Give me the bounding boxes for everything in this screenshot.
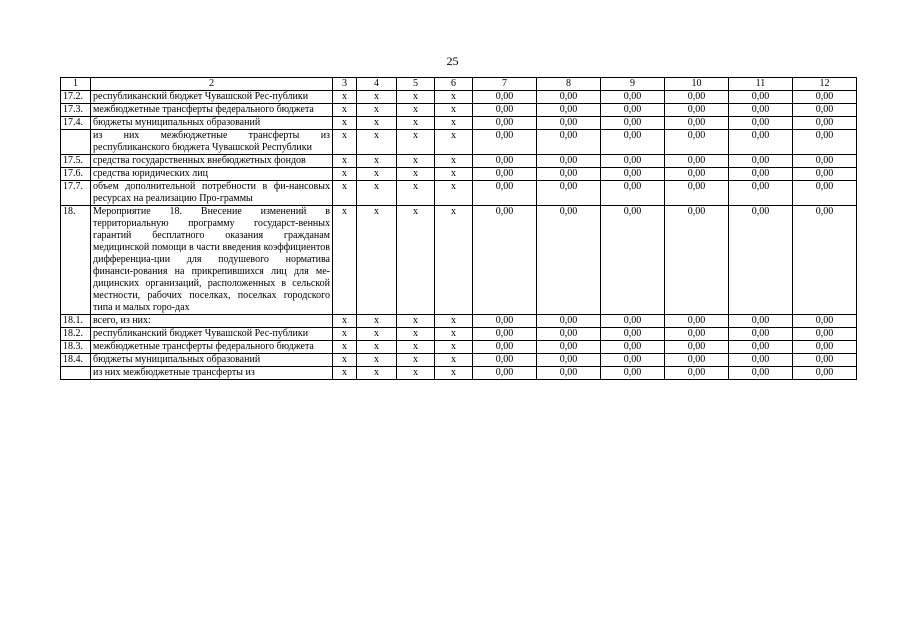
x-cell: x bbox=[397, 206, 435, 315]
value-cell: 0,00 bbox=[601, 206, 665, 315]
x-cell: x bbox=[435, 367, 473, 380]
row-description: из них межбюджетные трансферты из bbox=[91, 367, 333, 380]
row-number: 17.4. bbox=[61, 117, 91, 130]
column-header: 10 bbox=[665, 78, 729, 91]
value-cell: 0,00 bbox=[537, 168, 601, 181]
value-cell: 0,00 bbox=[601, 155, 665, 168]
value-cell: 0,00 bbox=[473, 328, 537, 341]
value-cell: 0,00 bbox=[473, 155, 537, 168]
value-cell: 0,00 bbox=[601, 367, 665, 380]
x-cell: x bbox=[397, 354, 435, 367]
value-cell: 0,00 bbox=[473, 91, 537, 104]
row-number: 17.5. bbox=[61, 155, 91, 168]
x-cell: x bbox=[397, 367, 435, 380]
value-cell: 0,00 bbox=[665, 206, 729, 315]
row-number: 17.7. bbox=[61, 181, 91, 206]
value-cell: 0,00 bbox=[729, 104, 793, 117]
value-cell: 0,00 bbox=[665, 328, 729, 341]
value-cell: 0,00 bbox=[793, 367, 857, 380]
x-cell: x bbox=[435, 354, 473, 367]
value-cell: 0,00 bbox=[537, 181, 601, 206]
x-cell: x bbox=[333, 315, 357, 328]
value-cell: 0,00 bbox=[793, 91, 857, 104]
row-number: 18. bbox=[61, 206, 91, 315]
x-cell: x bbox=[333, 130, 357, 155]
value-cell: 0,00 bbox=[601, 168, 665, 181]
value-cell: 0,00 bbox=[793, 168, 857, 181]
value-cell: 0,00 bbox=[473, 130, 537, 155]
value-cell: 0,00 bbox=[601, 181, 665, 206]
column-header: 6 bbox=[435, 78, 473, 91]
x-cell: x bbox=[357, 155, 397, 168]
value-cell: 0,00 bbox=[473, 181, 537, 206]
value-cell: 0,00 bbox=[665, 181, 729, 206]
value-cell: 0,00 bbox=[665, 168, 729, 181]
x-cell: x bbox=[397, 104, 435, 117]
x-cell: x bbox=[435, 315, 473, 328]
value-cell: 0,00 bbox=[793, 181, 857, 206]
table-row bbox=[61, 354, 857, 367]
value-cell: 0,00 bbox=[537, 367, 601, 380]
value-cell: 0,00 bbox=[793, 341, 857, 354]
table-row bbox=[61, 328, 857, 341]
value-cell: 0,00 bbox=[473, 315, 537, 328]
x-cell: x bbox=[397, 91, 435, 104]
value-cell: 0,00 bbox=[729, 367, 793, 380]
x-cell: x bbox=[333, 354, 357, 367]
value-cell: 0,00 bbox=[537, 130, 601, 155]
value-cell: 0,00 bbox=[793, 328, 857, 341]
row-number: 18.4. bbox=[61, 354, 91, 367]
value-cell: 0,00 bbox=[665, 367, 729, 380]
row-description: средства юридических лиц bbox=[91, 168, 333, 181]
value-cell: 0,00 bbox=[473, 104, 537, 117]
x-cell: x bbox=[357, 315, 397, 328]
page-number: 25 bbox=[446, 54, 459, 68]
value-cell: 0,00 bbox=[729, 328, 793, 341]
x-cell: x bbox=[333, 341, 357, 354]
row-description: всего, из них: bbox=[91, 315, 333, 328]
table-row bbox=[61, 168, 857, 181]
value-cell: 0,00 bbox=[537, 328, 601, 341]
column-header: 4 bbox=[357, 78, 397, 91]
x-cell: x bbox=[435, 328, 473, 341]
value-cell: 0,00 bbox=[729, 117, 793, 130]
value-cell: 0,00 bbox=[729, 341, 793, 354]
table-row bbox=[61, 181, 857, 206]
value-cell: 0,00 bbox=[793, 315, 857, 328]
row-number bbox=[61, 367, 91, 380]
table-row bbox=[61, 91, 857, 104]
x-cell: x bbox=[397, 168, 435, 181]
x-cell: x bbox=[333, 367, 357, 380]
x-cell: x bbox=[435, 206, 473, 315]
column-header: 1 bbox=[61, 78, 91, 91]
value-cell: 0,00 bbox=[601, 130, 665, 155]
row-description: межбюджетные трансферты федерального бюджета bbox=[91, 104, 333, 117]
x-cell: x bbox=[333, 206, 357, 315]
row-number: 18.3. bbox=[61, 341, 91, 354]
table-row bbox=[61, 315, 857, 328]
value-cell: 0,00 bbox=[665, 341, 729, 354]
budget-table bbox=[60, 77, 857, 380]
x-cell: x bbox=[435, 168, 473, 181]
row-description: республиканский бюджет Чувашской Рес-публики bbox=[91, 91, 333, 104]
x-cell: x bbox=[435, 181, 473, 206]
column-header: 2 bbox=[91, 78, 333, 91]
column-header: 12 bbox=[793, 78, 857, 91]
row-description: объем дополнительной потребности в фи-нансовых ресурсах на реализацию Про-граммы bbox=[91, 181, 333, 206]
x-cell: x bbox=[333, 91, 357, 104]
x-cell: x bbox=[333, 155, 357, 168]
value-cell: 0,00 bbox=[601, 315, 665, 328]
value-cell: 0,00 bbox=[537, 315, 601, 328]
x-cell: x bbox=[397, 130, 435, 155]
value-cell: 0,00 bbox=[793, 354, 857, 367]
x-cell: x bbox=[357, 168, 397, 181]
value-cell: 0,00 bbox=[601, 354, 665, 367]
value-cell: 0,00 bbox=[729, 181, 793, 206]
row-number bbox=[61, 130, 91, 155]
table-row bbox=[61, 206, 857, 315]
x-cell: x bbox=[397, 341, 435, 354]
row-number: 18.2. bbox=[61, 328, 91, 341]
value-cell: 0,00 bbox=[665, 155, 729, 168]
value-cell: 0,00 bbox=[473, 168, 537, 181]
value-cell: 0,00 bbox=[601, 91, 665, 104]
value-cell: 0,00 bbox=[793, 206, 857, 315]
column-header: 3 bbox=[333, 78, 357, 91]
value-cell: 0,00 bbox=[537, 91, 601, 104]
value-cell: 0,00 bbox=[665, 354, 729, 367]
table-row bbox=[61, 117, 857, 130]
value-cell: 0,00 bbox=[601, 328, 665, 341]
row-description: межбюджетные трансферты федерального бюджета bbox=[91, 341, 333, 354]
value-cell: 0,00 bbox=[665, 130, 729, 155]
value-cell: 0,00 bbox=[729, 91, 793, 104]
value-cell: 0,00 bbox=[665, 91, 729, 104]
x-cell: x bbox=[435, 117, 473, 130]
column-header: 5 bbox=[397, 78, 435, 91]
value-cell: 0,00 bbox=[729, 315, 793, 328]
value-cell: 0,00 bbox=[537, 104, 601, 117]
value-cell: 0,00 bbox=[665, 104, 729, 117]
x-cell: x bbox=[397, 181, 435, 206]
value-cell: 0,00 bbox=[537, 341, 601, 354]
row-description: средства государственных внебюджетных фондов bbox=[91, 155, 333, 168]
table-row bbox=[61, 367, 857, 380]
row-number: 17.3. bbox=[61, 104, 91, 117]
value-cell: 0,00 bbox=[537, 206, 601, 315]
x-cell: x bbox=[357, 181, 397, 206]
value-cell: 0,00 bbox=[601, 104, 665, 117]
value-cell: 0,00 bbox=[537, 155, 601, 168]
x-cell: x bbox=[357, 91, 397, 104]
value-cell: 0,00 bbox=[537, 354, 601, 367]
value-cell: 0,00 bbox=[729, 155, 793, 168]
value-cell: 0,00 bbox=[729, 130, 793, 155]
x-cell: x bbox=[357, 341, 397, 354]
value-cell: 0,00 bbox=[473, 354, 537, 367]
value-cell: 0,00 bbox=[601, 117, 665, 130]
value-cell: 0,00 bbox=[729, 168, 793, 181]
value-cell: 0,00 bbox=[601, 341, 665, 354]
row-description: Мероприятие 18. Внесение изменений в территориальную программу государст-венных гарантий бесплатного оказания гражданам медицинской помощи в части введения коэффициентов дифференциа-ции для подушевого норматива финанси-рования на прикрепившихся лиц для ме-дицинских организаций, расположенных в сельской местности, рабочих поселках, поселках городского типа и малых горо-дах bbox=[91, 206, 333, 315]
header-row bbox=[61, 78, 857, 91]
x-cell: x bbox=[357, 328, 397, 341]
x-cell: x bbox=[357, 367, 397, 380]
row-number: 17.6. bbox=[61, 168, 91, 181]
table-row bbox=[61, 104, 857, 117]
x-cell: x bbox=[435, 130, 473, 155]
value-cell: 0,00 bbox=[793, 130, 857, 155]
row-description: бюджеты муниципальных образований bbox=[91, 354, 333, 367]
x-cell: x bbox=[357, 206, 397, 315]
x-cell: x bbox=[435, 341, 473, 354]
x-cell: x bbox=[357, 130, 397, 155]
row-description: бюджеты муниципальных образований bbox=[91, 117, 333, 130]
value-cell: 0,00 bbox=[793, 155, 857, 168]
row-number: 18.1. bbox=[61, 315, 91, 328]
x-cell: x bbox=[357, 117, 397, 130]
x-cell: x bbox=[357, 104, 397, 117]
x-cell: x bbox=[357, 354, 397, 367]
table-row bbox=[61, 155, 857, 168]
value-cell: 0,00 bbox=[665, 117, 729, 130]
value-cell: 0,00 bbox=[537, 117, 601, 130]
value-cell: 0,00 bbox=[473, 206, 537, 315]
x-cell: x bbox=[333, 117, 357, 130]
row-description: республиканский бюджет Чувашской Рес-публики bbox=[91, 328, 333, 341]
column-header: 7 bbox=[473, 78, 537, 91]
column-header: 8 bbox=[537, 78, 601, 91]
value-cell: 0,00 bbox=[729, 206, 793, 315]
x-cell: x bbox=[435, 91, 473, 104]
column-header: 11 bbox=[729, 78, 793, 91]
value-cell: 0,00 bbox=[473, 117, 537, 130]
x-cell: x bbox=[333, 181, 357, 206]
value-cell: 0,00 bbox=[473, 341, 537, 354]
row-description: из них межбюджетные трансферты из республиканского бюджета Чувашской Республики bbox=[91, 130, 333, 155]
column-header: 9 bbox=[601, 78, 665, 91]
x-cell: x bbox=[397, 155, 435, 168]
x-cell: x bbox=[397, 117, 435, 130]
x-cell: x bbox=[333, 104, 357, 117]
value-cell: 0,00 bbox=[665, 315, 729, 328]
x-cell: x bbox=[397, 328, 435, 341]
row-number: 17.2. bbox=[61, 91, 91, 104]
value-cell: 0,00 bbox=[473, 367, 537, 380]
table-row bbox=[61, 341, 857, 354]
value-cell: 0,00 bbox=[729, 354, 793, 367]
value-cell: 0,00 bbox=[793, 117, 857, 130]
x-cell: x bbox=[397, 315, 435, 328]
x-cell: x bbox=[435, 104, 473, 117]
x-cell: x bbox=[333, 328, 357, 341]
x-cell: x bbox=[333, 168, 357, 181]
table-row bbox=[61, 130, 857, 155]
x-cell: x bbox=[435, 155, 473, 168]
value-cell: 0,00 bbox=[793, 104, 857, 117]
